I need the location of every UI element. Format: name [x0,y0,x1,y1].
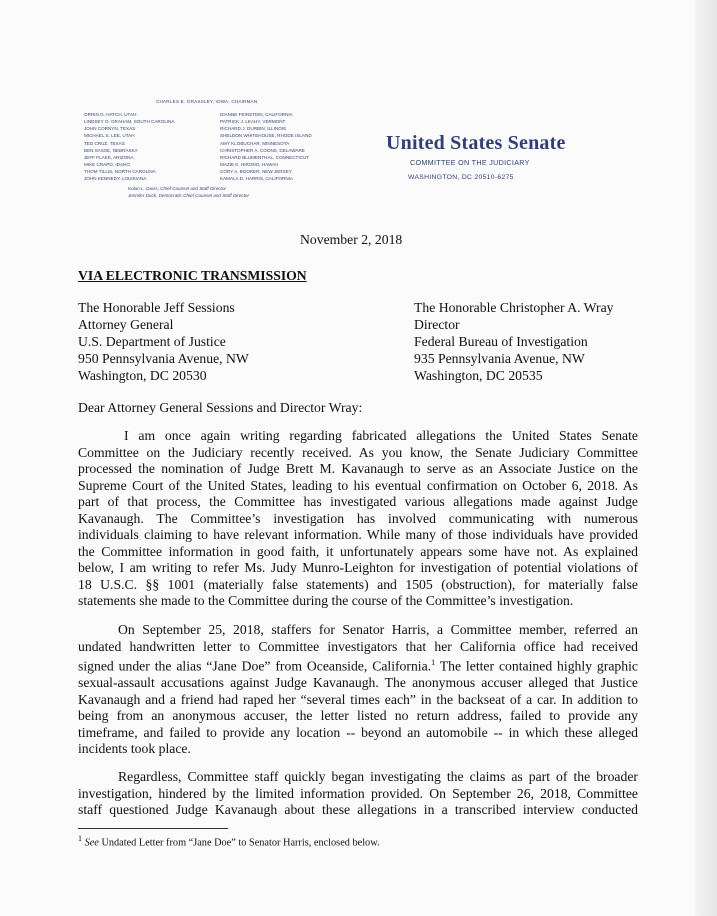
member: AMY KLOBUCHAR, MINNESOTA [220,140,290,146]
member: JEFF FLAKE, ARIZONA [84,154,134,160]
member: RICHARD J. DURBIN, ILLINOIS [220,126,287,132]
text-fragment: The letter contained highly graphic [435,658,638,674]
address-line: 950 Pennsylvania Avenue, NW [78,350,249,366]
footnote-ref: 1 [431,658,436,668]
member: ORRIN G. HATCH, UTAH [84,112,137,117]
page-edge-shadow [695,0,717,916]
member: JOHN KENNEDY, LOUISIANA [84,176,147,182]
text-line: investigation, hindered by the limited information provided. On September 26, 2018, Committee [78,785,638,801]
text-line: Kavanaugh. The Committee’s investigation has involved communicating with numerous [78,510,638,526]
text-line: I am once again writing regarding fabricated allegations the United States Senate [124,428,638,443]
member: SHELDON WHITEHOUSE, RHODE ISLAND [220,133,312,139]
member: DIANNE FEINSTEIN, CALIFORNIA [220,112,293,117]
address-line: Director [414,316,460,332]
text-line: statements she made to the Committee during the course of the Committee’s investigation. [78,593,574,609]
democratic-counsel-line: Jennifer Duck, Democratic Chief Counsel and Staff Director [128,193,250,198]
member: KAMALA D. HARRIS, CALIFORNIA [220,176,294,182]
letter-date: November 2, 2018 [300,232,403,247]
text-line: 18 U.S.C. §§ 1001 (materially false statements) and 1505 (obstruction), for materially false [78,576,638,592]
minority-members [220,111,312,183]
majority-members [84,111,175,183]
committee-name: COMMITTEE ON THE JUDICIARY [410,158,530,167]
footnote-text: Undated Letter from “Jane Doe” to Senator Harris, enclosed below. [98,837,380,849]
recipient-wray [414,300,614,385]
member: THOM TILLIS, NORTH CAROLINA [84,169,156,175]
address-line: Washington, DC 20530 [78,367,207,383]
member: CORY A. BOOKER, NEW JERSEY [220,169,292,175]
address-line: U.S. Department of Justice [78,333,226,349]
member: MAZIE K. HIRONO, HAWAII [220,162,278,168]
footnote-number: 1 [78,834,82,843]
letterhead [78,96,638,206]
member: LINDSEY O. GRAHAM, SOUTH CAROLINA [84,119,175,125]
footnote [78,834,380,848]
footnote-divider [78,828,228,829]
text-line: part of that process, the Committee has investigated various allegations made against Judge [78,494,638,510]
footnote-see: See [84,837,99,849]
address-line: 935 Pennsylvania Avenue, NW [414,350,585,366]
text-line: Kavanaugh and a friend had raped her “several times each” in the backseat of a car. In addition to [78,691,638,707]
member: RICHARD BLUMENTHAL, CONNECTICUT [220,154,310,160]
text-line: On September 25, 2018, staffers for Senator Harris, a Committee member, referred an [118,622,638,637]
text-line: staff questioned Judge Kavanaugh about these allegations in a transcribed interview conducted [78,802,638,818]
address-line: Attorney General [78,316,174,332]
member: MIKE CRAPO, IDAHO [84,162,130,168]
text-line [78,655,638,675]
member: CHRISTOPHER A. COONS, DELAWARE [220,147,305,153]
paragraph-1 [78,428,638,610]
text-fragment: signed under the alias “Jane Doe” from Oceanside, California. [78,658,432,674]
text-line: timeframe, and failed to provide any location -- beyond an automobile -- in which these alleged [78,724,638,740]
text-line: Committee on the Judiciary recently received. As you know, the Senate Judiciary Committee [78,444,638,460]
member: TED CRUZ, TEXAS [84,140,125,146]
text-line: individuals claiming to have relevant information. While many of those individuals have provided [78,527,638,543]
text-line: Supreme Court of the United States, leading to his eventual confirmation on October 6, 2018. As [78,477,638,493]
committee-address: WASHINGTON, DC 20510-6275 [408,174,514,181]
transmission-heading: VIA ELECTRONIC TRANSMISSION [78,268,307,283]
address-line: The Honorable Jeff Sessions [78,300,235,315]
text-line: below, I am writing to refer Ms. Judy Munro-Leighton for investigation of potential violations of [78,560,638,576]
member: JOHN CORNYN, TEXAS [84,126,136,132]
chief-counsel-line: Kolan L. Davis, Chief Counsel and Staff Director [128,186,227,191]
chairman-line: CHARLES E. GRASSLEY, IOWA, CHAIRMAN [156,99,258,104]
paragraph-3 [78,769,638,819]
paragraph-2 [78,622,638,758]
member: PATRICK J. LEAHY, VERMONT [220,119,286,125]
address-line: Washington, DC 20535 [414,367,543,383]
senate-title: United States Senate [386,132,566,154]
text-line: sexual-assault accusations against Judge Kavanaugh. The anonymous accuser alleged that Justice [78,675,638,691]
text-line: undated handwritten letter to Committee investigators that her California office had received [78,638,638,654]
salutation: Dear Attorney General Sessions and Director Wray: [78,400,363,415]
address-line: Federal Bureau of Investigation [414,333,588,349]
address-line: The Honorable Christopher A. Wray [414,300,614,315]
text-line: the Committee information in good faith, it unfortunately appears some have not. As explained [78,543,638,559]
text-line: incidents took place. [78,741,191,757]
recipient-sessions [78,300,249,385]
member: MICHAEL S. LEE, UTAH [84,133,135,139]
text-line: processed the nomination of Judge Brett M. Kavanaugh to serve as an Associate Justice on the [78,461,638,477]
text-line: Regardless, Committee staff quickly began investigating the claims as part of the broader [118,769,638,784]
member: BEN SASSE, NEBRASKA [84,147,138,153]
text-line: being from an anonymous accuser, the letter listed no return address, failed to provide any [78,708,638,724]
